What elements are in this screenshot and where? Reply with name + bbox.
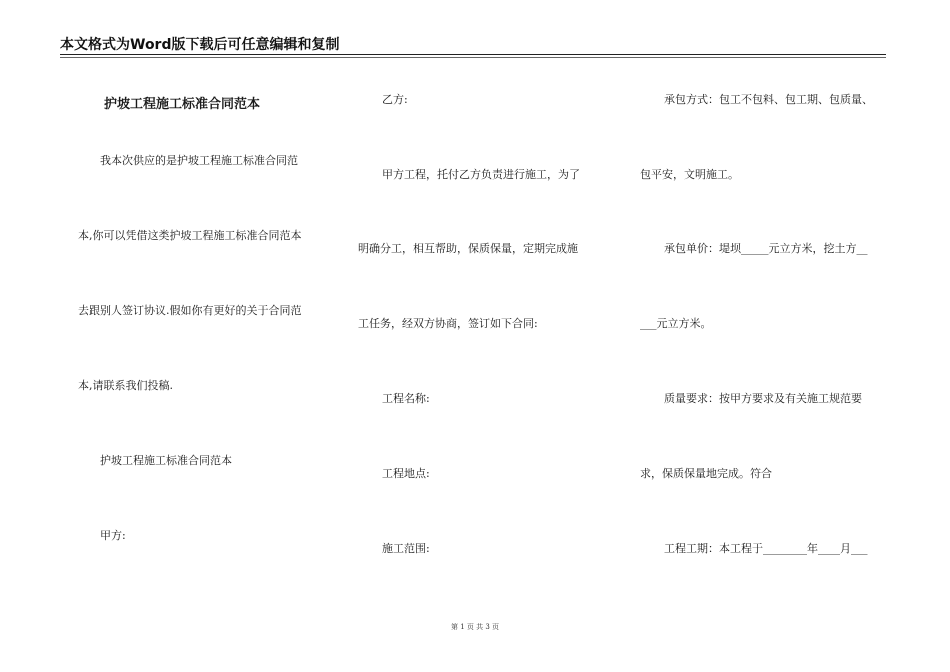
col3-line-5: 质量要求：按甲方要求及有关施工规范要: [664, 392, 862, 405]
col2-line-6: 工程地点:: [382, 467, 430, 480]
col3-line-3: 承包单价：堤坝_____元立方米，挖土方__: [664, 242, 868, 255]
download-banner: 本文格式为Word版下载后可任意编辑和复制: [60, 37, 340, 53]
col3-line-1: 承包方式：包工不包料、包工期、包质量、: [664, 93, 873, 106]
col3-line-7: 工程工期：本工程于________年____月___: [664, 542, 868, 555]
col2-line-2: 甲方工程，托付乙方负责进行施工，为了: [382, 168, 580, 181]
page-footer: 第 1 页 共 3 页: [450, 623, 500, 631]
col2-line-3: 明确分工，相互帮助，保质保量，定期完成施: [358, 242, 578, 255]
col1-line-3: 去跟别人签订协议.假如你有更好的关于合同范: [78, 304, 302, 317]
col2-line-1: 乙方:: [382, 93, 408, 106]
col3-line-4: ___元立方米。: [640, 317, 712, 330]
col1-line-2: 本,你可以凭借这类护坡工程施工标准合同范本: [78, 229, 302, 242]
col2-line-4: 工任务，经双方协商，签订如下合同:: [358, 317, 538, 330]
document-title: 护坡工程施工标准合同范本: [104, 97, 261, 112]
col1-line-1: 我本次供应的是护坡工程施工标准合同范: [100, 154, 298, 167]
col1-line-4: 本,请联系我们投稿.: [78, 379, 173, 392]
col2-line-5: 工程名称:: [382, 392, 430, 405]
header-rule-thick: [60, 54, 886, 55]
col1-line-5: 护坡工程施工标准合同范本: [100, 454, 232, 467]
header-rule-thin: [60, 57, 886, 58]
col3-line-2: 包平安，文明施工。: [640, 168, 739, 181]
col1-line-6: 甲方:: [100, 529, 126, 542]
col3-line-6: 求，保质保量地完成。符合: [640, 467, 772, 480]
col2-line-7: 施工范围:: [382, 542, 430, 555]
